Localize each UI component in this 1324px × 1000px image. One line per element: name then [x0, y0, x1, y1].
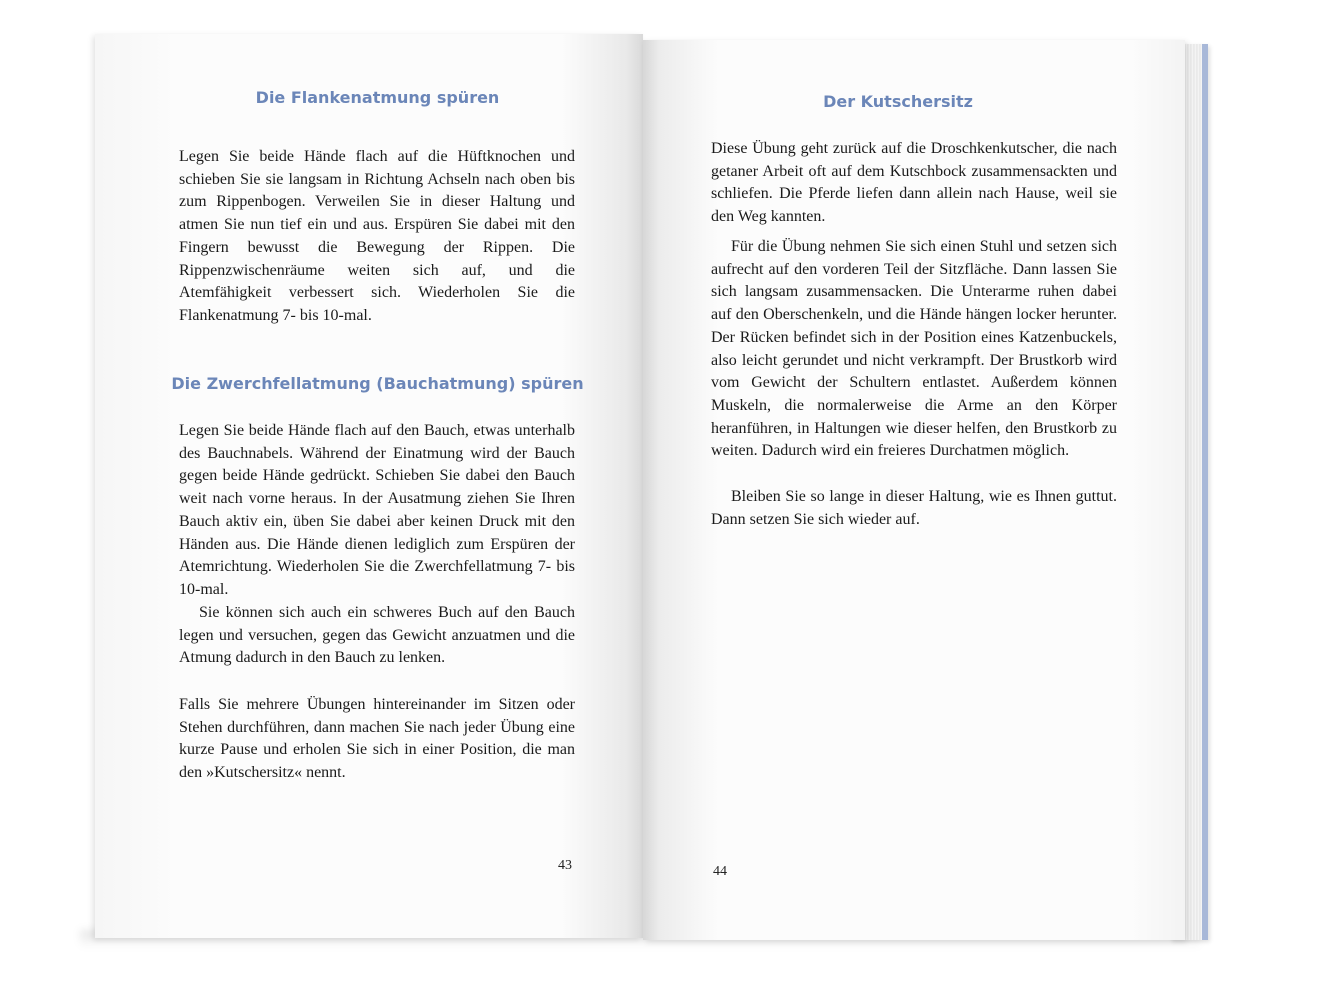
page-number-left: 43	[558, 858, 572, 873]
paragraph-stuhl-uebung: Für die Übung nehmen Sie sich einen Stuhl und setzen sich aufrecht auf den vorderen Teil der Sitzfläche. Dann lassen Sie sich langsam zusammensacken. Die Unterarme ruhen dabei auf den Oberschenkeln, und die Hände hängen locker herunter. Der Rücken befindet sich in der Position eines Katzenbuckels, also leicht gerundet und nicht verkrampft. Der Brustkorb wird vom Gewicht der Schultern entlastet. Außerdem können Muskeln, die normalerweise die Arme an den Körper heranführen, in Haltungen wie dieser helfen, den Brustkorb zu weiten. Dadurch wird ein freieres Durchatmen möglich.	[711, 238, 1117, 460]
heading-zwerchfellatmung: Die Zwerchfellatmung (Bauchatmung) spüren	[171, 374, 584, 393]
right-page	[643, 40, 1185, 940]
left-page	[95, 34, 643, 938]
paragraph-haltung-bleiben: Bleiben Sie so lange in dieser Haltung, wie es Ihnen guttut. Dann setzen Sie sich wieder auf.	[711, 488, 1117, 528]
heading-kutschersitz: Der Kutschersitz	[823, 92, 973, 111]
paragraph-flankenatmung: Legen Sie beide Hände flach auf die Hüftknochen und schieben Sie sie langsam in Richtung Achseln nach oben bis zum Rippenbogen. Verweilen Sie in dieser Haltung und atmen Sie nun tief ein und aus. Erspüren Sie dabei mit den Fingern bewusst die Bewegung der Rippen. Die Rippenzwischenräume weiten sich auf, und die Atemfähigkeit verbessert sich. Wiederholen Sie die Flankenatmung 7- bis 10-mal.	[179, 148, 575, 324]
paragraph-kutschersitz-hinweis: Falls Sie mehrere Übungen hintereinander im Sitzen oder Stehen durchführen, dann machen Sie nach jeder Übung eine kurze Pause und erholen Sie sich in einer Position, die man den »Kutschersitz« nennt.	[179, 696, 575, 782]
paragraph-schweres-buch: Sie können sich auch ein schweres Buch auf den Bauch legen und versuchen, gegen das Gewicht anzuatmen und die Atmung dadurch in den Bauch zu lenken.	[179, 604, 575, 667]
paragraph-zwerchfellatmung: Legen Sie beide Hände flach auf den Bauch, etwas unterhalb des Bauchnabels. Während der Einatmung wird der Bauch gegen beide Hände gedrückt. Schieben Sie dabei den Bauch weit nach vorne heraus. In der Ausatmung ziehen Sie Ihren Bauch aktiv ein, üben Sie dabei aber keinen Druck mit den Händen aus. Die Hände dienen lediglich zum Erspüren der Atemrichtung. Wiederholen Sie die Zwerchfellatmung 7- bis 10-mal.	[179, 422, 575, 598]
page-number-right: 44	[713, 864, 727, 879]
paragraph-droschkenkutscher: Diese Übung geht zurück auf die Droschkenkutscher, die nach getaner Arbeit oft auf dem Kutschbock zusammensackten und schliefen. Die Pferde liefen dann allein nach Hause, weil sie den Weg kannten.	[711, 140, 1117, 226]
heading-flankenatmung: Die Flankenatmung spüren	[255, 88, 500, 107]
